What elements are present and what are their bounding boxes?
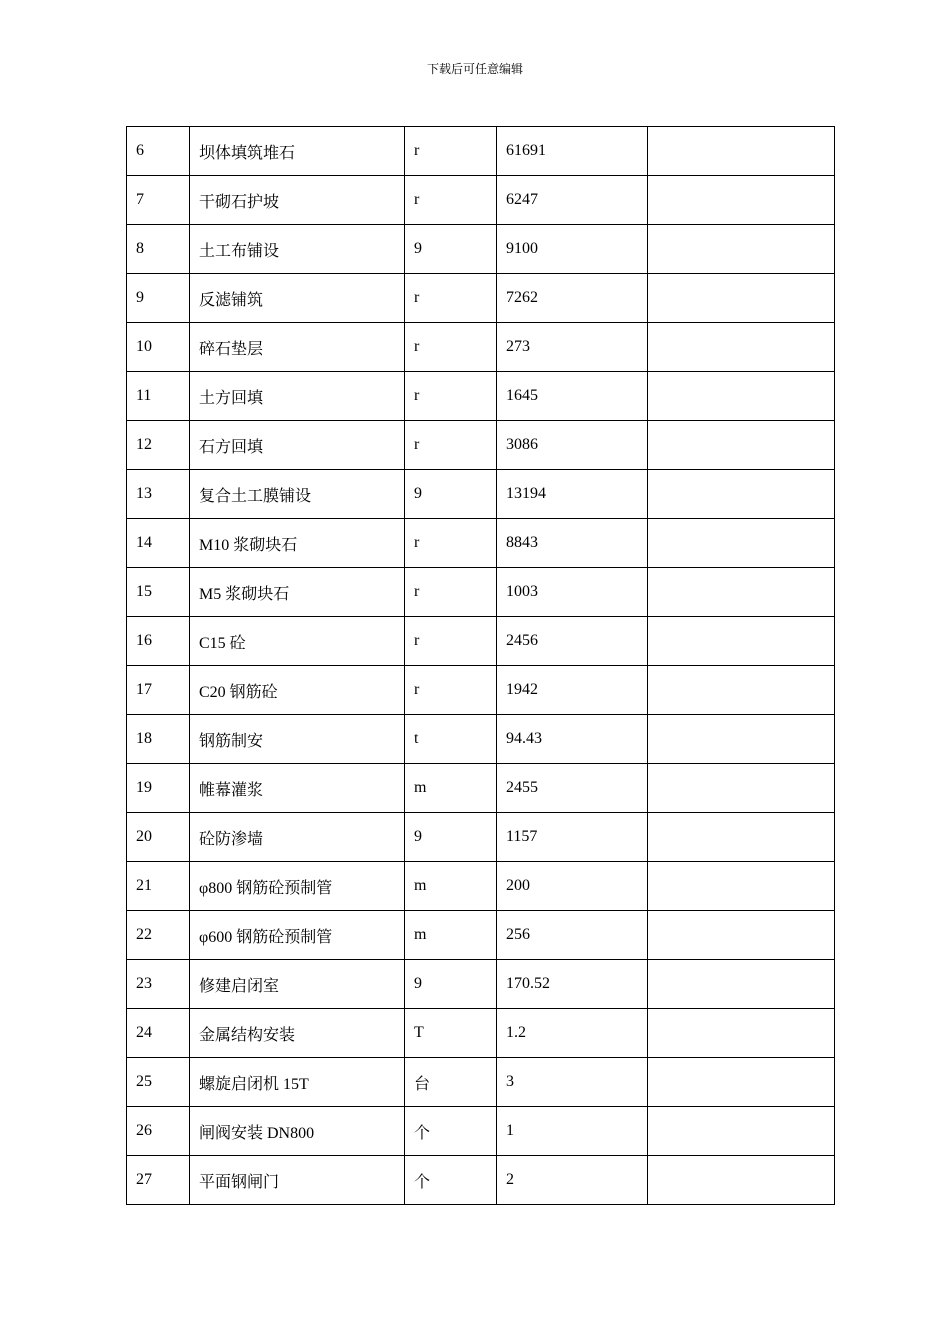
row-number-cell: 23 [127,960,190,1009]
item-name-cell: 平面钢闸门 [190,1156,405,1205]
note-cell [648,1058,835,1107]
note-cell [648,421,835,470]
item-name-cell: 干砌石护坡 [190,176,405,225]
row-number-cell: 15 [127,568,190,617]
table-row [127,225,835,274]
table-row [127,617,835,666]
row-number-cell: 22 [127,911,190,960]
unit-cell: r [405,519,497,568]
table-row [127,176,835,225]
table-row [127,568,835,617]
row-number-cell: 14 [127,519,190,568]
unit-cell: 个 [405,1107,497,1156]
item-name-cell: 土方回填 [190,372,405,421]
table-body [127,127,835,1205]
note-cell [648,715,835,764]
table-row [127,1156,835,1205]
quantity-cell: 1645 [497,372,648,421]
row-number-cell: 11 [127,372,190,421]
row-number-cell: 19 [127,764,190,813]
row-number-cell: 9 [127,274,190,323]
item-name-cell: 土工布铺设 [190,225,405,274]
unit-cell: T [405,1009,497,1058]
item-name-cell: 帷幕灌浆 [190,764,405,813]
quantity-cell: 256 [497,911,648,960]
note-cell [648,274,835,323]
row-number-cell: 8 [127,225,190,274]
item-name-cell: 闸阀安装 DN800 [190,1107,405,1156]
quantity-cell: 2455 [497,764,648,813]
item-name-cell: 坝体填筑堆石 [190,127,405,176]
quantity-cell: 3 [497,1058,648,1107]
unit-cell: 9 [405,470,497,519]
table-row [127,666,835,715]
item-name-cell: M10 浆砌块石 [190,519,405,568]
quantity-cell: 1.2 [497,1009,648,1058]
quantity-cell: 2 [497,1156,648,1205]
unit-cell: r [405,617,497,666]
quantity-cell: 170.52 [497,960,648,1009]
quantity-cell: 1942 [497,666,648,715]
table-row [127,813,835,862]
table-row [127,274,835,323]
quantity-cell: 13194 [497,470,648,519]
note-cell [648,176,835,225]
note-cell [648,960,835,1009]
item-name-cell: 砼防渗墙 [190,813,405,862]
item-name-cell: 复合土工膜铺设 [190,470,405,519]
row-number-cell: 13 [127,470,190,519]
quantity-cell: 6247 [497,176,648,225]
quantity-cell: 3086 [497,421,648,470]
quantity-table [126,126,835,1205]
unit-cell: r [405,421,497,470]
item-name-cell: 金属结构安装 [190,1009,405,1058]
note-cell [648,519,835,568]
table-row [127,1009,835,1058]
unit-cell: 台 [405,1058,497,1107]
note-cell [648,127,835,176]
quantity-cell: 200 [497,862,648,911]
row-number-cell: 25 [127,1058,190,1107]
table-row [127,372,835,421]
row-number-cell: 12 [127,421,190,470]
unit-cell: m [405,764,497,813]
unit-cell: t [405,715,497,764]
item-name-cell: 修建启闭室 [190,960,405,1009]
row-number-cell: 21 [127,862,190,911]
table-row [127,421,835,470]
note-cell [648,470,835,519]
table-row [127,1107,835,1156]
table-row [127,960,835,1009]
row-number-cell: 6 [127,127,190,176]
table-row [127,862,835,911]
unit-cell: r [405,127,497,176]
row-number-cell: 27 [127,1156,190,1205]
table-row [127,519,835,568]
row-number-cell: 7 [127,176,190,225]
note-cell [648,1156,835,1205]
quantity-cell: 2456 [497,617,648,666]
row-number-cell: 20 [127,813,190,862]
quantity-cell: 94.43 [497,715,648,764]
quantity-cell: 9100 [497,225,648,274]
unit-cell: r [405,372,497,421]
unit-cell: 9 [405,960,497,1009]
unit-cell: 个 [405,1156,497,1205]
item-name-cell: φ600 钢筋砼预制管 [190,911,405,960]
quantity-cell: 1003 [497,568,648,617]
table-row [127,911,835,960]
note-cell [648,1107,835,1156]
item-name-cell: 反滤铺筑 [190,274,405,323]
table-row [127,127,835,176]
unit-cell: 9 [405,225,497,274]
item-name-cell: C20 钢筋砼 [190,666,405,715]
unit-cell: 9 [405,813,497,862]
quantity-cell: 7262 [497,274,648,323]
note-cell [648,911,835,960]
row-number-cell: 16 [127,617,190,666]
table-row [127,1058,835,1107]
table-row [127,323,835,372]
table-row [127,470,835,519]
table-row [127,764,835,813]
quantity-cell: 273 [497,323,648,372]
note-cell [648,568,835,617]
row-number-cell: 26 [127,1107,190,1156]
unit-cell: r [405,274,497,323]
item-name-cell: 碎石垫层 [190,323,405,372]
unit-cell: r [405,323,497,372]
row-number-cell: 17 [127,666,190,715]
unit-cell: r [405,666,497,715]
note-cell [648,372,835,421]
unit-cell: m [405,911,497,960]
item-name-cell: 石方回填 [190,421,405,470]
row-number-cell: 18 [127,715,190,764]
note-cell [648,1009,835,1058]
note-cell [648,862,835,911]
quantity-cell: 1157 [497,813,648,862]
item-name-cell: φ800 钢筋砼预制管 [190,862,405,911]
note-cell [648,617,835,666]
item-name-cell: 螺旋启闭机 15T [190,1058,405,1107]
item-name-cell: 钢筋制安 [190,715,405,764]
note-cell [648,666,835,715]
quantity-cell: 1 [497,1107,648,1156]
item-name-cell: C15 砼 [190,617,405,666]
unit-cell: r [405,176,497,225]
quantity-cell: 8843 [497,519,648,568]
row-number-cell: 24 [127,1009,190,1058]
table-row [127,715,835,764]
quantity-cell: 61691 [497,127,648,176]
note-cell [648,225,835,274]
note-cell [648,764,835,813]
row-number-cell: 10 [127,323,190,372]
note-cell [648,813,835,862]
note-cell [648,323,835,372]
item-name-cell: M5 浆砌块石 [190,568,405,617]
unit-cell: r [405,568,497,617]
page-header: 下载后可任意编辑 [426,62,523,76]
unit-cell: m [405,862,497,911]
